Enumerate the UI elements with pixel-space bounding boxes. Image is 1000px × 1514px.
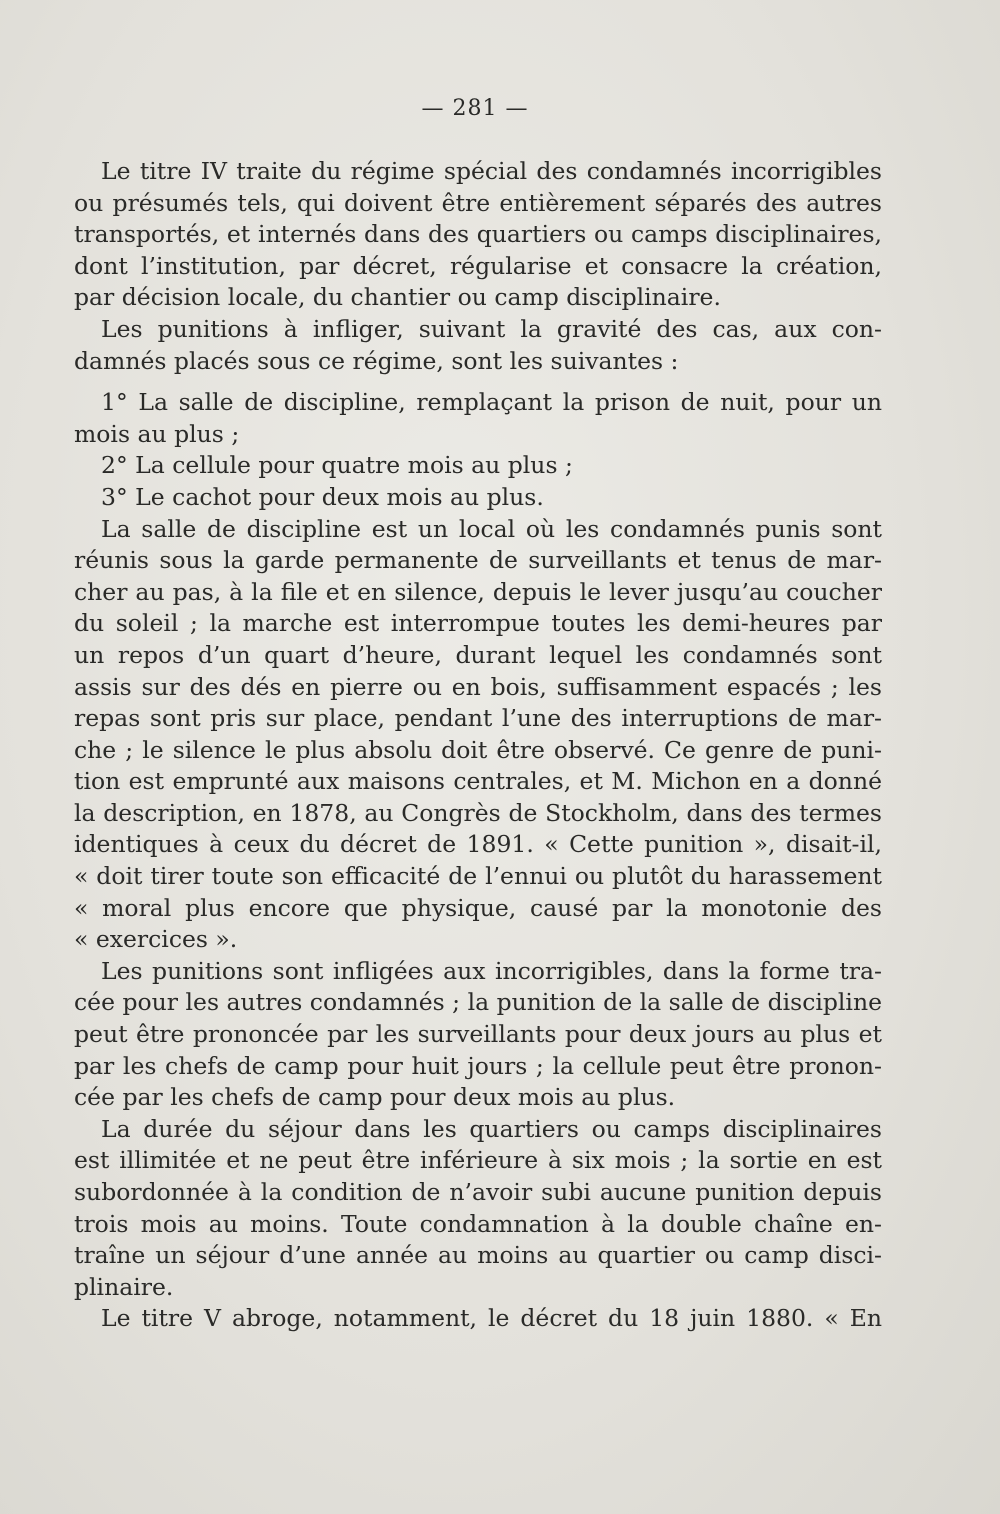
text-line: La durée du séjour dans les quartiers ou camps disciplinaires bbox=[101, 1114, 882, 1143]
text-line: La salle de discipline est un local où les condamnés punis sont bbox=[101, 514, 882, 543]
text-line: che ; le silence le plus absolu doit être observé. Ce genre de puni- bbox=[74, 735, 882, 764]
text-line: peut être prononcée par les surveillants pour deux jours au plus et bbox=[74, 1020, 882, 1049]
text-line: identiques à ceux du décret de 1891. « Cette punition », disait-il, bbox=[74, 830, 882, 859]
text-line: par décision locale, du chantier ou camp disciplinaire. bbox=[74, 283, 721, 312]
text-line: cée pour les autres condamnés ; la punition de la salle de discipline bbox=[74, 988, 882, 1017]
text-line: réunis sous la garde permanente de surveillants et tenus de mar- bbox=[74, 546, 882, 575]
paragraph bbox=[74, 482, 882, 514]
paragraph bbox=[74, 156, 882, 314]
paragraph bbox=[74, 956, 882, 1114]
text-line: « exercices ». bbox=[74, 925, 238, 954]
text-line: Les punitions à infliger, suivant la gravité des cas, aux con- bbox=[101, 314, 882, 343]
text-line: subordonnée à la condition de n’avoir subi aucune punition depuis bbox=[74, 1178, 882, 1206]
paragraph bbox=[74, 1303, 882, 1335]
text-line: repas sont pris sur place, pendant l’une des interruptions de mar- bbox=[74, 704, 882, 733]
text-line: cée par les chefs de camp pour deux mois au plus. bbox=[74, 1083, 676, 1112]
paragraph bbox=[74, 314, 882, 377]
text-line: traîne un séjour d’une année au moins au quartier ou camp disci- bbox=[74, 1241, 882, 1270]
text-line: Les punitions sont infligées aux incorrigibles, dans la forme tra- bbox=[101, 956, 882, 985]
text-line: la description, en 1878, au Congrès de Stockholm, dans des termes bbox=[74, 798, 882, 827]
text-line: « moral plus encore que physique, causé par la monotonie des bbox=[74, 893, 882, 922]
text-line: plinaire. bbox=[74, 1272, 174, 1301]
paragraph bbox=[74, 514, 882, 956]
text-line: du soleil ; la marche est interrompue toutes les demi-heures par bbox=[74, 609, 882, 638]
text-line: Le titre IV traite du régime spécial des condamnés incorrigibles bbox=[101, 157, 882, 185]
spacer bbox=[74, 377, 882, 387]
page-number: — 281 — bbox=[421, 96, 529, 121]
text-line: 1° La salle de discipline, remplaçant la prison de nuit, pour un bbox=[101, 388, 882, 417]
paragraph bbox=[74, 387, 882, 450]
text-line: transportés, et internés dans des quartiers ou camps disciplinaires, bbox=[74, 220, 882, 249]
text-line: est illimitée et ne peut être inférieure à six mois ; la sortie en est bbox=[74, 1146, 882, 1175]
text-line: mois au plus ; bbox=[74, 419, 240, 448]
text-line: trois mois au moins. Toute condamnation à la double chaîne en- bbox=[74, 1209, 882, 1238]
text-line: 2° La cellule pour quatre mois au plus ; bbox=[101, 451, 573, 480]
text-line: ou présumés tels, qui doivent être entièrement séparés des autres bbox=[74, 188, 882, 217]
text-line: Le titre V abroge, notamment, le décret du 18 juin 1880. « En bbox=[101, 1304, 882, 1333]
text-line: par les chefs de camp pour huit jours ; la cellule peut être pronon- bbox=[74, 1051, 882, 1080]
paragraph bbox=[74, 450, 882, 482]
text-line: dont l’institution, par décret, régularise et consacre la création, bbox=[74, 251, 882, 280]
text-line: assis sur des dés en pierre ou en bois, suffisamment espacés ; les bbox=[74, 672, 882, 701]
paragraph bbox=[74, 1114, 882, 1304]
text-line: « doit tirer toute son efficacité de l’ennui ou plutôt du harassement bbox=[74, 862, 882, 891]
text-line: tion est emprunté aux maisons centrales, et M. Michon en a donné bbox=[74, 767, 882, 796]
body-text bbox=[74, 156, 882, 1335]
text-line: cher au pas, à la file et en silence, depuis le lever jusqu’au coucher bbox=[74, 577, 882, 606]
text-line: 3° Le cachot pour deux mois au plus. bbox=[101, 482, 544, 511]
text-line: un repos d’un quart d’heure, durant lequel les condamnés sont bbox=[74, 640, 882, 669]
text-line: damnés placés sous ce régime, sont les suivantes : bbox=[74, 346, 679, 375]
